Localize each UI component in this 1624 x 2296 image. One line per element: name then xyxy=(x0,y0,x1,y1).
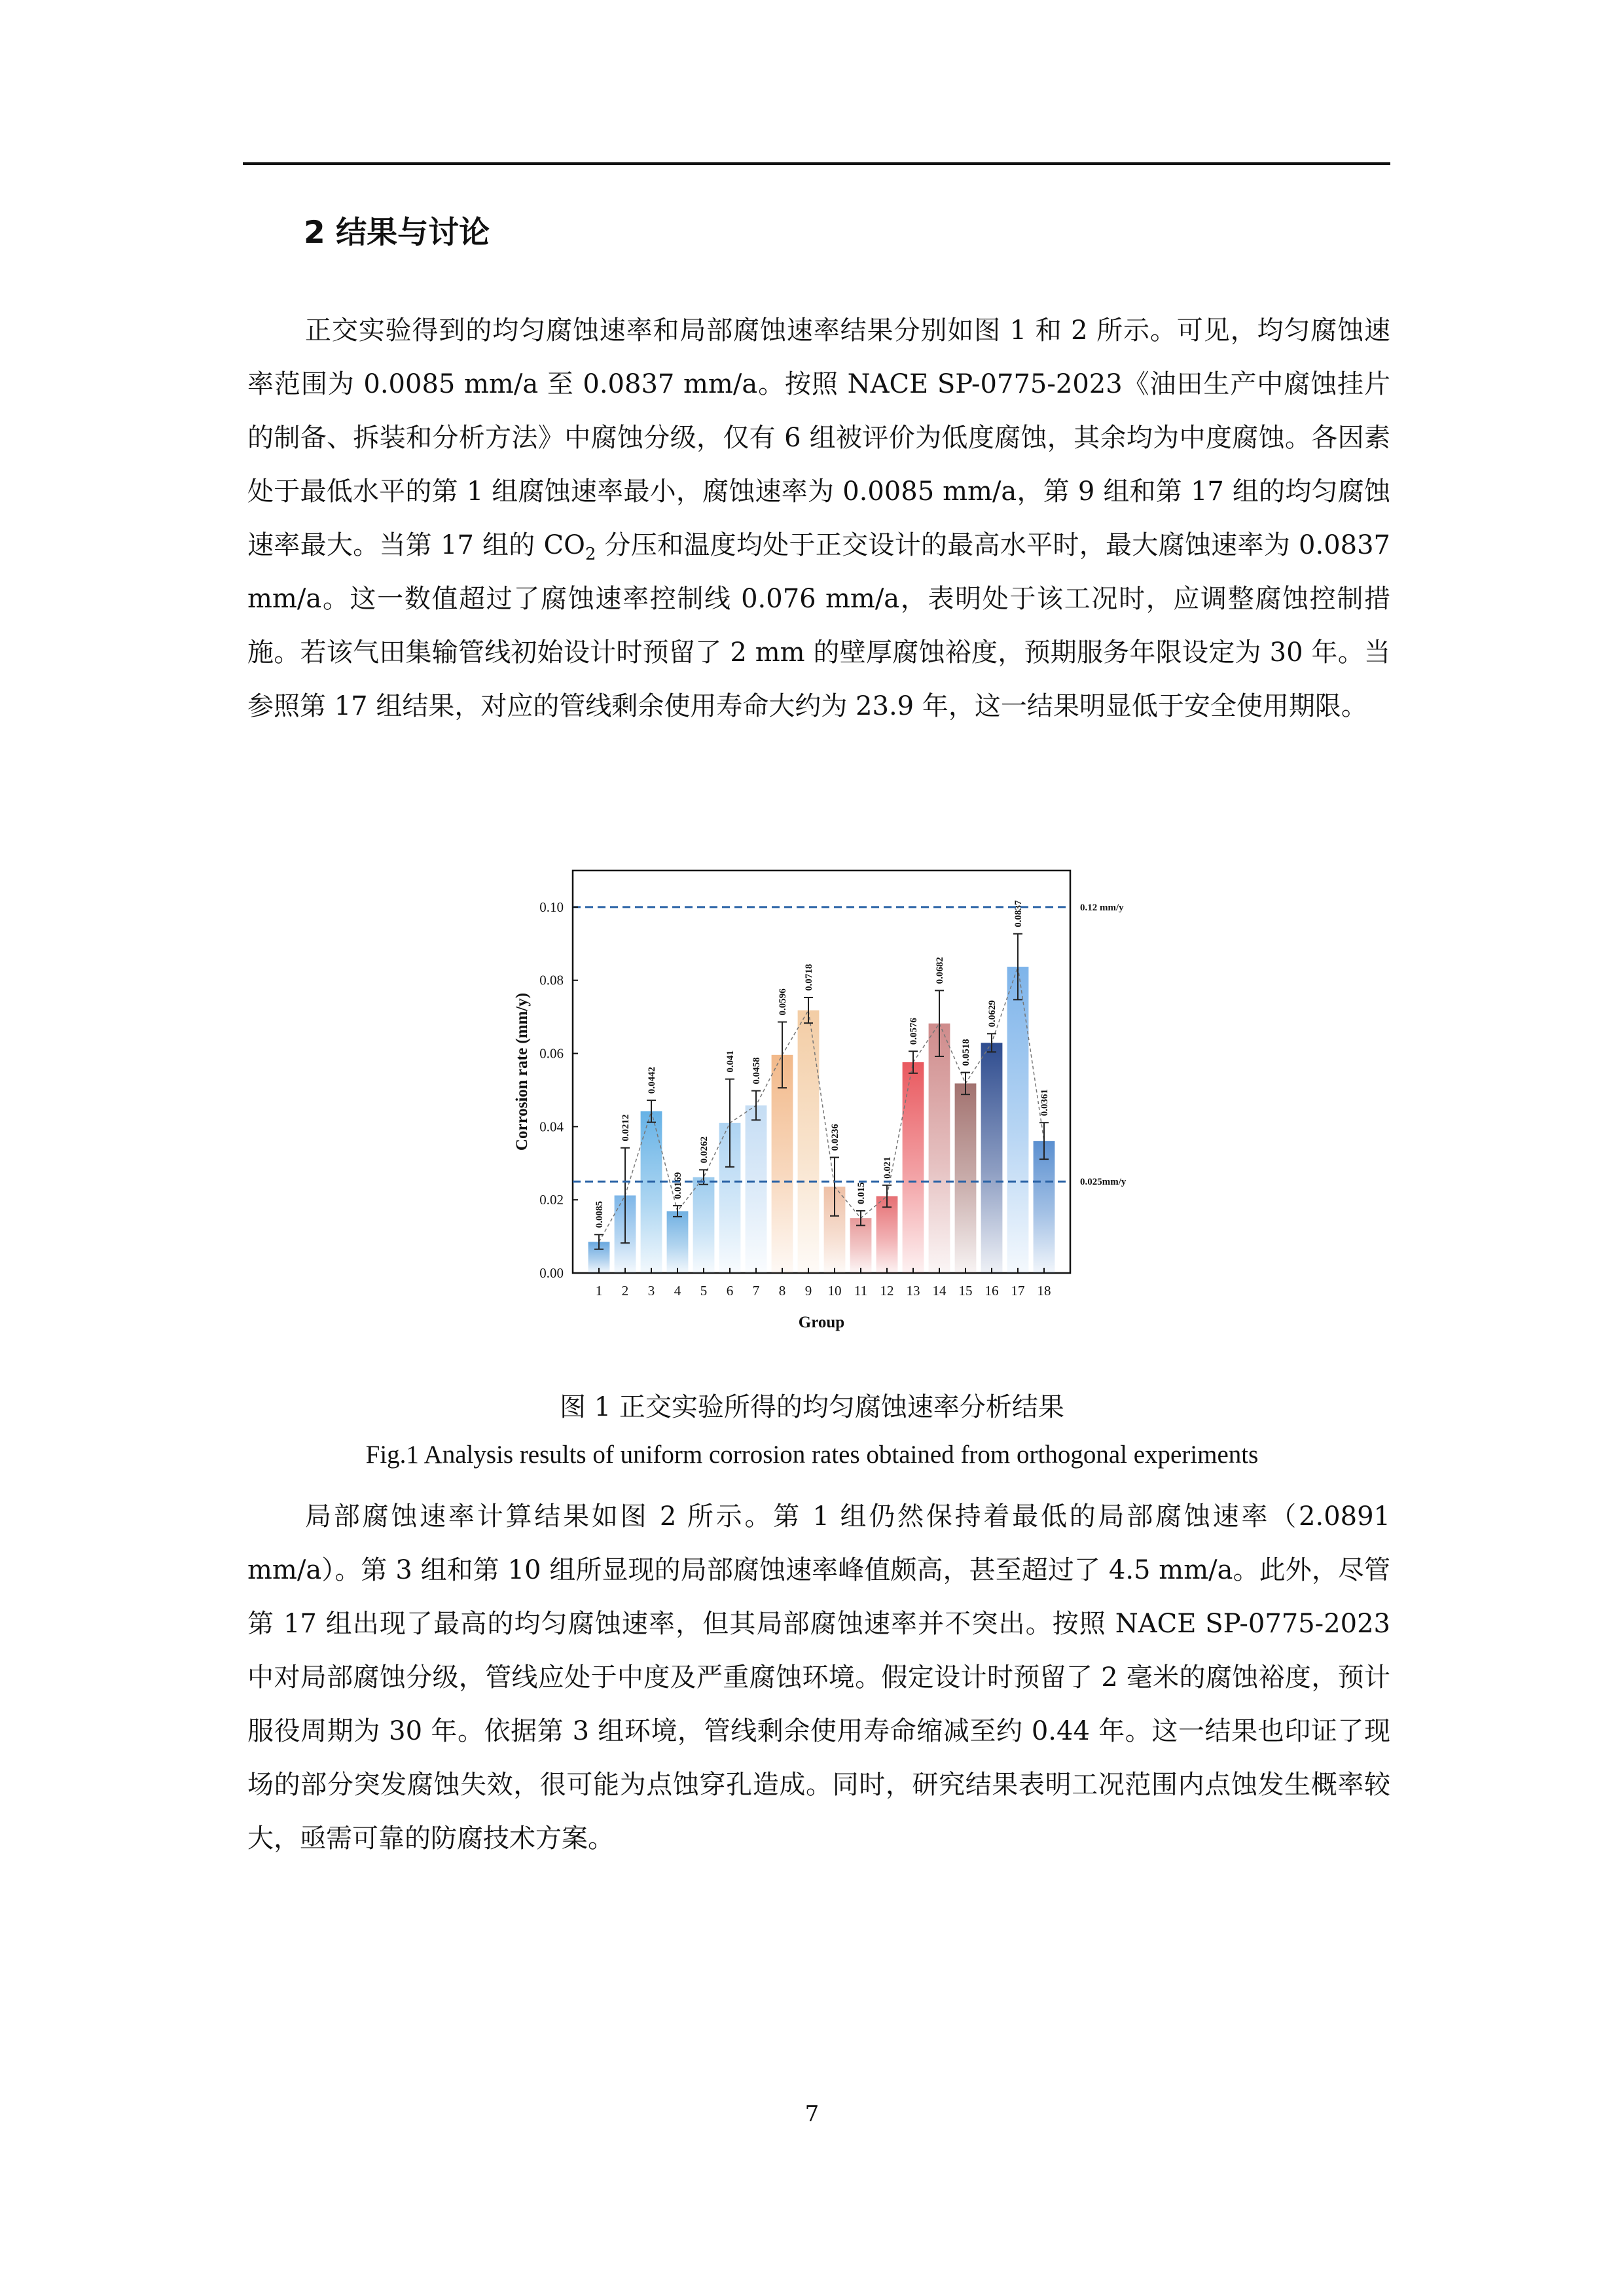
x-tick-label: 11 xyxy=(854,1283,868,1299)
x-tick-label: 2 xyxy=(621,1283,629,1299)
data-label-group-14: 0.0682 xyxy=(935,957,945,984)
x-tick-label: 17 xyxy=(1011,1283,1025,1299)
data-label-group-3: 0.0442 xyxy=(647,1066,657,1094)
x-tick-label: 9 xyxy=(804,1283,812,1299)
bar-group-5 xyxy=(693,1177,715,1273)
y-tick-label: 0.06 xyxy=(539,1045,564,1062)
data-label-group-2: 0.0212 xyxy=(621,1114,631,1141)
x-axis-title: Group xyxy=(798,1314,845,1331)
data-label-group-1: 0.0085 xyxy=(594,1201,605,1229)
data-label-group-8: 0.0596 xyxy=(778,988,788,1016)
y-tick-label: 0.10 xyxy=(539,899,564,915)
data-label-group-13: 0.0576 xyxy=(909,1017,919,1045)
bar-group-11 xyxy=(850,1218,872,1273)
bar-group-7 xyxy=(746,1105,767,1273)
bar-group-4 xyxy=(667,1211,689,1273)
bar-group-3 xyxy=(641,1111,662,1273)
bar-group-9 xyxy=(798,1011,820,1273)
x-tick-label: 10 xyxy=(827,1283,842,1299)
data-label-group-9: 0.0718 xyxy=(804,963,814,992)
y-tick-label: 0.08 xyxy=(539,972,564,988)
x-tick-label: 8 xyxy=(778,1283,786,1299)
data-label-group-16: 0.0629 xyxy=(987,1000,998,1028)
x-tick-label: 1 xyxy=(595,1283,603,1299)
data-label-group-6: 0.041 xyxy=(725,1050,736,1073)
x-tick-label: 16 xyxy=(984,1283,999,1299)
y-tick-label: 0.00 xyxy=(539,1265,564,1281)
data-label-group-15: 0.0518 xyxy=(961,1039,971,1066)
paragraph-1-pre: 正交实验得到的均匀腐蚀速率和局部腐蚀速率结果分别如图 1 和 2 所示。可见，均匀腐蚀速率范围为 0.0085 mm/a 至 0.0837 mm/a。按照 NACE SP-0775-2023《油田生产中腐蚀挂片的制备、拆装和分析方法》中腐蚀分级，仅有 6 组被评价为低度腐蚀，其余均为中度腐蚀。各因素处于最低水平的第 1 组腐蚀速率最小，腐蚀速率为 0.0085 mm/a，第 9 组和第 17 组的均匀腐蚀速率最大。当第 17 组的 CO xyxy=(247,315,1390,560)
bar-group-17 xyxy=(1007,967,1029,1273)
x-tick-label: 6 xyxy=(726,1283,734,1299)
x-tick-label: 7 xyxy=(752,1283,760,1299)
corrosion-rate-chart xyxy=(497,857,1165,1342)
bar-group-13 xyxy=(903,1062,924,1273)
section-title: 2 结果与讨论 xyxy=(304,215,490,251)
y-tick-label: 0.04 xyxy=(539,1119,564,1135)
data-label-group-18: 0.0361 xyxy=(1039,1088,1050,1117)
bar-group-18 xyxy=(1034,1141,1055,1273)
figure-caption-en: Fig.1 Analysis results of uniform corrosion rates obtained from orthogonal experiments xyxy=(365,1441,1259,1469)
data-label-group-10: 0.0236 xyxy=(830,1124,840,1151)
x-tick-label: 12 xyxy=(880,1283,894,1299)
data-label-group-17: 0.0837 xyxy=(1013,900,1024,927)
header-rule xyxy=(243,162,1390,165)
data-label-group-12: 0.021 xyxy=(882,1157,893,1179)
data-label-group-7: 0.0458 xyxy=(751,1057,762,1085)
data-label-group-4: 0.0169 xyxy=(673,1172,683,1200)
trend-line xyxy=(599,967,1044,1242)
reference-label-1: 0.12 mm/y xyxy=(1080,902,1124,913)
x-tick-label: 18 xyxy=(1037,1283,1051,1299)
x-tick-label: 15 xyxy=(958,1283,973,1299)
y-axis-title: Corrosion rate (mm/y) xyxy=(513,992,531,1151)
data-label-group-5: 0.0262 xyxy=(699,1136,710,1164)
x-tick-label: 14 xyxy=(932,1283,947,1299)
bar-group-15 xyxy=(955,1083,977,1273)
reference-label-2: 0.025mm/y xyxy=(1080,1177,1127,1188)
data-label-group-11: 0.015 xyxy=(856,1182,867,1204)
x-tick-label: 4 xyxy=(674,1283,681,1299)
co2-subscript: 2 xyxy=(585,545,596,564)
bar-group-14 xyxy=(929,1024,950,1273)
paragraph-1 xyxy=(247,304,1390,733)
paragraph-2: 局部腐蚀速率计算结果如图 2 所示。第 1 组仍然保持着最低的局部腐蚀速率（2.0891 mm/a）。第 3 组和第 10 组所显现的局部腐蚀速率峰值颇高，甚至超过了 4.5 mm/a。此外，尽管第 17 组出现了最高的均匀腐蚀速率，但其局部腐蚀速率并不突出。按照 NACE SP-0775-2023 中对局部腐蚀分级，管线应处于中度及严重腐蚀环境。假定设计时预留了 2 毫米的腐蚀裕度，预计服役周期为 30 年。依据第 3 组环境，管线剩余使用寿命缩减至约 0.44 年。这一结果也印证了现场的部分突发腐蚀失效，很可能为点蚀穿孔造成。同时，研究结果表明工况范围内点蚀发生概率较大，亟需可靠的防腐技术方案。 xyxy=(247,1501,1390,1854)
x-tick-label: 13 xyxy=(906,1283,920,1299)
y-tick-label: 0.02 xyxy=(539,1192,564,1208)
figure-caption-cn: 图 1 正交实验所得的均匀腐蚀速率分析结果 xyxy=(560,1392,1064,1422)
chart-svg xyxy=(497,857,1165,1342)
page-number: 7 xyxy=(804,2101,820,2127)
bar-group-16 xyxy=(981,1043,1003,1273)
paragraph-1-post: 分压和温度均处于正交设计的最高水平时，最大腐蚀速率为 0.0837 mm/a。这一数值超过了腐蚀速率控制线 0.076 mm/a，表明处于该工况时，应调整腐蚀控制措施。若该气田集输管线初始设计时预留了 2 mm 的壁厚腐蚀裕度，预期服务年限设定为 30 年。当参照第 17 组结果，对应的管线剩余使用寿命大约为 23.9 年，这一结果明显低于安全使用期限。 xyxy=(247,530,1391,721)
x-tick-label: 3 xyxy=(647,1283,655,1299)
x-tick-label: 5 xyxy=(700,1283,708,1299)
